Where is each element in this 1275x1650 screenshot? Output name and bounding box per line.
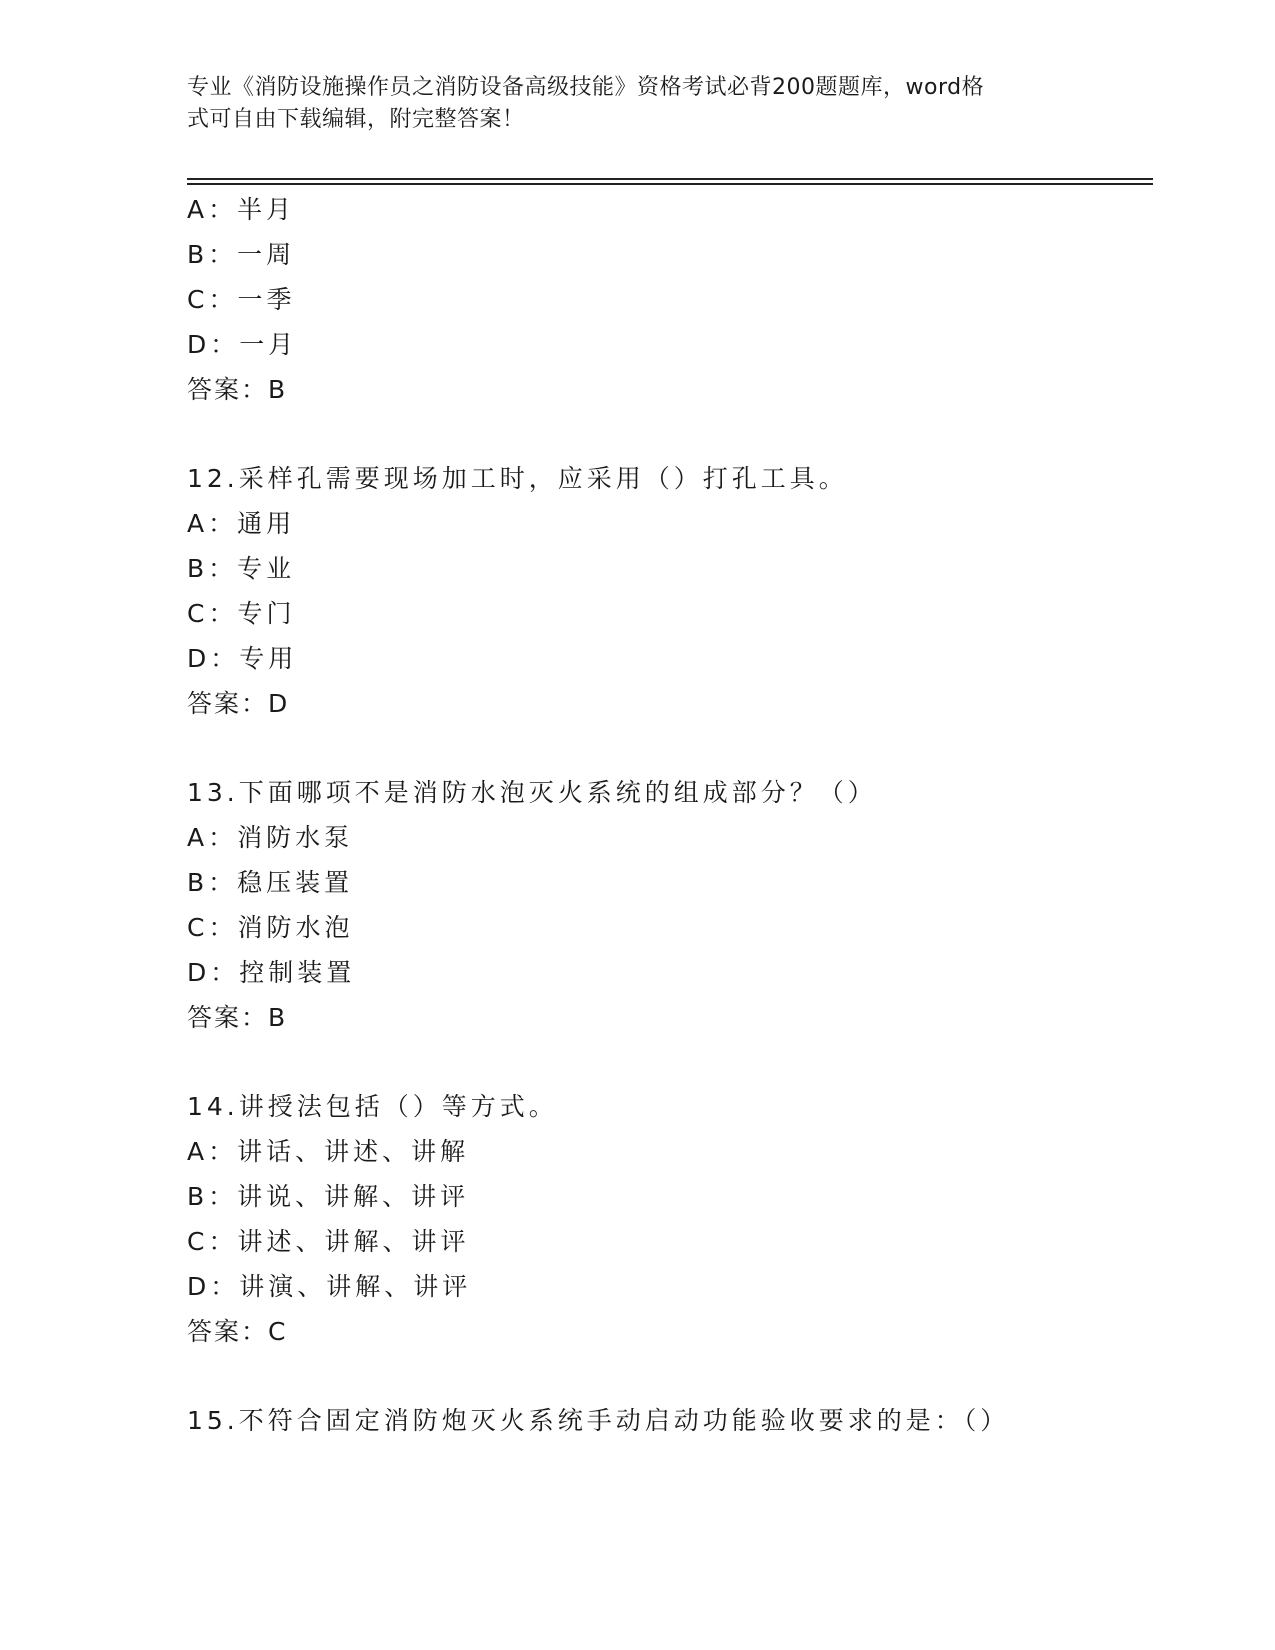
document-header	[187, 72, 1087, 136]
header-line-1: 专业《消防设施操作员之消防设备高级技能》资格考试必背200题题库，word格	[187, 75, 985, 100]
q12-question: 12.采样孔需要现场加工时，应采用（）打孔工具。	[187, 464, 848, 493]
q12-option-b: B：专业	[187, 554, 296, 583]
q12-option-c: C：专门	[187, 599, 296, 628]
q14-answer: 答案：C	[187, 1317, 288, 1346]
q13-option-a: A：消防水泵	[187, 823, 354, 852]
q13-answer: 答案：B	[187, 1003, 288, 1032]
header-divider-bottom	[187, 183, 1153, 185]
q13-question: 13.下面哪项不是消防水泡灭火系统的组成部分？（）	[187, 778, 877, 807]
q13-option-c: C：消防水泡	[187, 913, 354, 942]
q13-option-d: D：控制装置	[187, 958, 356, 987]
q14-option-a: A：讲话、讲述、讲解	[187, 1137, 470, 1166]
q12-answer: 答案：D	[187, 689, 290, 718]
q13-option-b: B：稳压装置	[187, 868, 354, 897]
q11-option-d: D：一月	[187, 330, 298, 359]
q14-option-c: C：讲述、讲解、讲评	[187, 1227, 470, 1256]
q11-option-c: C：一季	[187, 285, 296, 314]
q14-option-d: D：讲演、讲解、讲评	[187, 1272, 472, 1301]
header-line-2: 式可自由下载编辑，附完整答案！	[187, 107, 525, 132]
q14-option-b: B：讲说、讲解、讲评	[187, 1182, 470, 1211]
q11-answer: 答案：B	[187, 375, 288, 404]
q11-option-a: A：半月	[187, 195, 296, 224]
q12-option-a: A：通用	[187, 509, 296, 538]
q12-option-d: D：专用	[187, 644, 298, 673]
q14-question: 14.讲授法包括（）等方式。	[187, 1092, 558, 1121]
header-divider-top	[187, 178, 1153, 180]
q11-option-b: B：一周	[187, 240, 296, 269]
q15-question: 15.不符合固定消防炮灭火系统手动启动功能验收要求的是：（）	[187, 1406, 1010, 1435]
